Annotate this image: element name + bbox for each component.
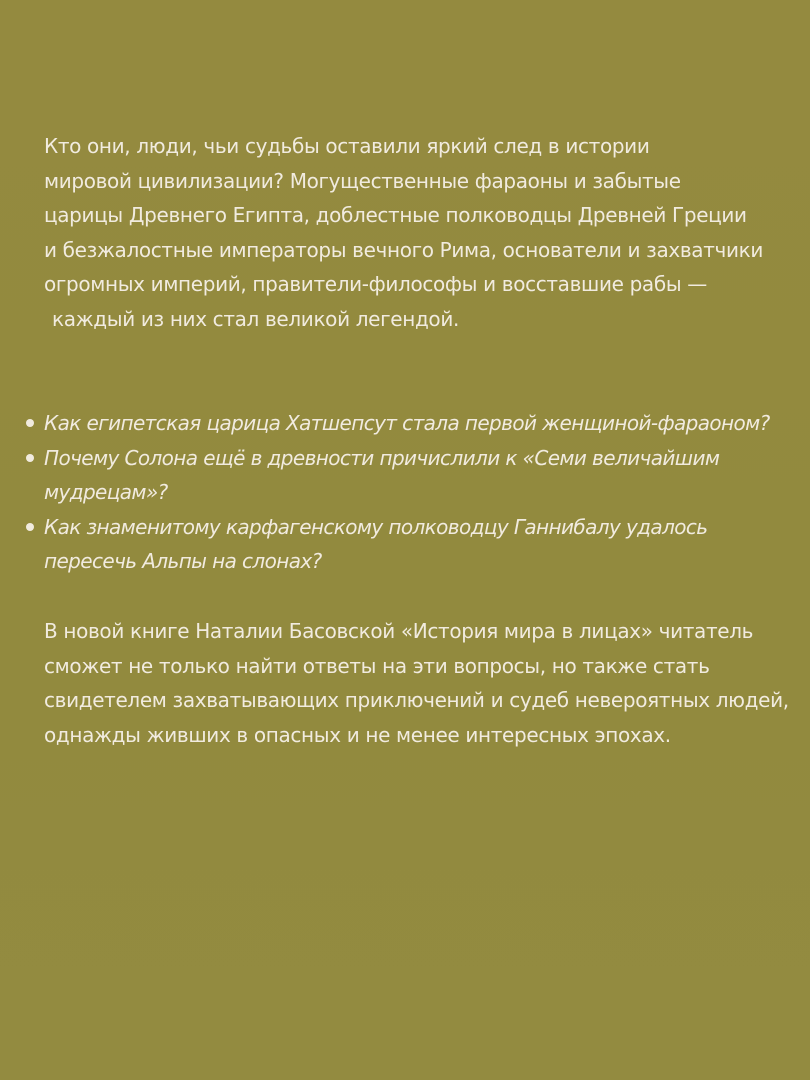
intro-line: каждый из них стал великой легендой.: [52, 306, 459, 331]
question-item: [20, 406, 770, 441]
outro-line: В новой книге Наталии Басовской «История мира в лицах» читатель: [44, 619, 754, 643]
question-line: пересечь Альпы на слонах?: [44, 549, 322, 573]
question-line: Почему Солона ещё в древности причислили к «Семи величайшим: [44, 445, 720, 470]
intro-line: мировой цивилизации? Могущественные фараоны и забытые: [44, 168, 681, 193]
intro-line: огромных империй, правители-философы и восставшие рабы —: [44, 272, 707, 296]
bullet-icon: [26, 454, 34, 462]
question-line: мудрецам»?: [44, 480, 168, 504]
outro-paragraph: [44, 614, 789, 752]
question-line: Как знаменитому карфагенскому полководцу Ганнибалу удалось: [44, 514, 708, 539]
intro-line: царицы Древнего Египта, доблестные полководцы Древней Греции: [44, 203, 747, 227]
questions-list: [20, 406, 770, 579]
outro-line: свидетелем захватывающих приключений и судеб невероятных людей,: [44, 688, 789, 712]
outro-line: однажды живших в опасных и не менее интересных эпохах.: [44, 722, 671, 747]
outro-line: сможет не только найти ответы на эти вопросы, но также стать: [44, 653, 710, 678]
intro-line: и безжалостные императоры вечного Рима, основатели и захватчики: [44, 237, 763, 262]
intro-line: Кто они, люди, чьи судьбы оставили яркий след в истории: [44, 134, 650, 158]
intro-paragraph: [44, 129, 763, 336]
bullet-icon: [26, 523, 34, 531]
bullet-icon: [26, 419, 34, 427]
question-line: Как египетская царица Хатшепсут стала первой женщиной-фараоном?: [44, 411, 770, 435]
question-item: [20, 441, 770, 510]
question-item: [20, 510, 770, 579]
